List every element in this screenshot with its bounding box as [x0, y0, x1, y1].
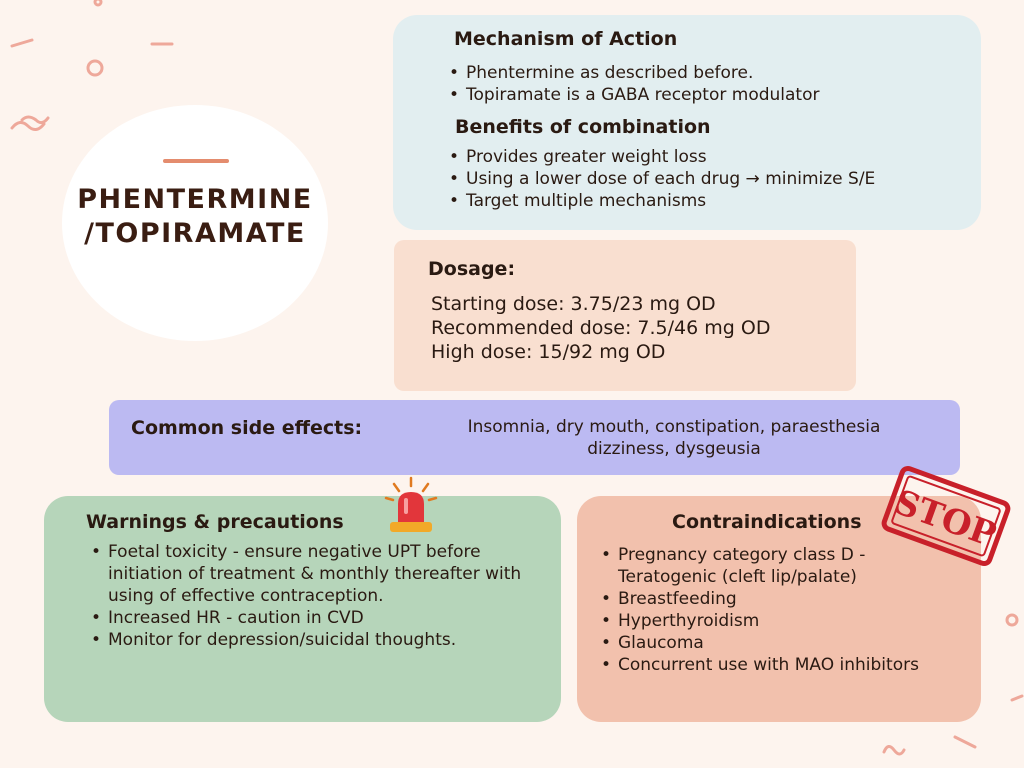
list-item: • Glaucoma [598, 632, 938, 654]
dosage-line: Starting dose: 3.75/23 mg OD [431, 293, 716, 315]
stop-stamp-icon [876, 458, 1016, 574]
side-effects-line: Insomnia, dry mouth, constipation, paraesthesia [467, 417, 881, 437]
list-item: • Provides greater weight loss [446, 146, 971, 168]
benefits-heading: Benefits of combination [455, 116, 711, 138]
list-item: • Pregnancy category class D - Teratogenic (cleft lip/palate) [598, 544, 938, 588]
dosage-line: High dose: 15/92 mg OD [431, 341, 666, 363]
page-title [62, 183, 328, 251]
list-item: • Monitor for depression/suicidal thoughts. [88, 629, 528, 651]
list-item: • Using a lower dose of each drug → minimize S/E [446, 168, 971, 190]
list-item: • Concurrent use with MAO inhibitors [598, 654, 938, 676]
title-line-1: PHENTERMINE [77, 184, 313, 215]
warnings-list [88, 541, 528, 651]
list-item: • Phentermine as described before. [446, 62, 966, 84]
dosage-heading: Dosage: [428, 258, 516, 280]
siren-alarm-icon [380, 474, 440, 540]
benefits-list [446, 146, 971, 212]
list-item: • Target multiple mechanisms [446, 190, 971, 212]
dosage-line: Recommended dose: 7.5/46 mg OD [431, 317, 771, 339]
list-item: • Hyperthyroidism [598, 610, 938, 632]
mechanism-list [446, 62, 966, 106]
list-item: • Breastfeeding [598, 588, 938, 610]
contraindications-heading: Contraindications [672, 511, 862, 533]
warnings-heading: Warnings & precautions [86, 511, 344, 533]
side-effects-text [420, 416, 928, 460]
mechanism-heading: Mechanism of Action [454, 28, 678, 50]
list-item: • Increased HR - caution in CVD [88, 607, 528, 629]
title-line-2: /TOPIRAMATE [84, 218, 306, 249]
stamp-text: STOP [888, 482, 1002, 556]
list-item: • Foetal toxicity - ensure negative UPT before initiation of treatment & monthly thereafter with using of effective contraception. [88, 541, 528, 607]
side-effects-line: dizziness, dysgeusia [587, 439, 761, 459]
dosage-lines [431, 292, 770, 364]
title-accent-dash [163, 159, 229, 163]
side-effects-heading: Common side effects: [131, 417, 363, 439]
list-item: • Topiramate is a GABA receptor modulator [446, 84, 966, 106]
